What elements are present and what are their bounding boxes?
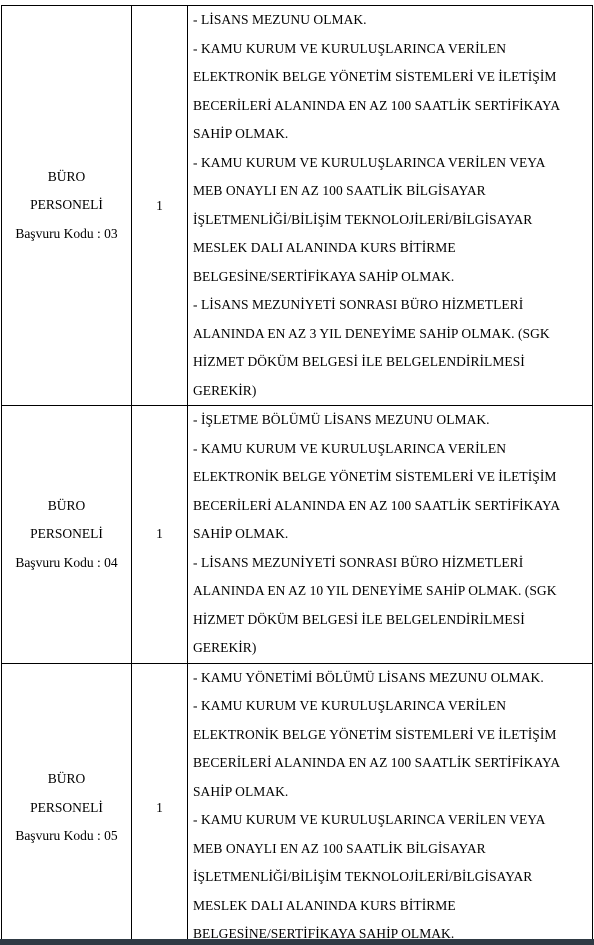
position-title-line2: PERSONELİ	[30, 799, 103, 815]
position-title-line1: BÜRO	[47, 168, 86, 184]
quantity-cell: 1	[132, 663, 188, 939]
table-row	[2, 406, 593, 664]
application-code: Başvuru Kodu : 03	[15, 225, 118, 241]
requirement-line: BELGESİNE/SERTİFİKAYA SAHİP OLMAK.	[193, 926, 455, 939]
requirement-line: - LİSANS MEZUNİYETİ SONRASI BÜRO HİZMETLERİ	[193, 297, 524, 312]
requirement-line: ALANINDA EN AZ 3 YIL DENEYİME SAHİP OLMAK. (SGK	[193, 325, 550, 341]
position-title-line1: BÜRO	[47, 497, 86, 513]
requirement-line: GEREKİR)	[193, 640, 257, 655]
position-cell	[2, 663, 132, 939]
position-title-line2: PERSONELİ	[30, 526, 103, 541]
requirement-line: ELEKTRONİK BELGE YÖNETİM SİSTEMLERİ VE İLETİŞİM	[193, 469, 557, 484]
requirement-line: - KAMU KURUM VE KURULUŞLARINCA VERİLEN	[193, 40, 507, 56]
requirement-line: İŞLETMENLİĞİ/BİLİŞİM TEKNOLOJİLERİ/BİLGİSAYAR	[193, 211, 533, 227]
requirement-line: MESLEK DALI ALANINDA KURS BİTİRME	[193, 897, 456, 913]
application-code: Başvuru Kodu : 04	[15, 554, 118, 570]
requirement-line: - LİSANS MEZUNU OLMAK.	[193, 12, 367, 27]
requirement-line: - KAMU YÖNETİMİ BÖLÜMÜ LİSANS MEZUNU OLMAK.	[193, 669, 544, 685]
requirement-line: HİZMET DÖKÜM BELGESİ İLE BELGELENDİRİLMESİ	[193, 611, 525, 627]
requirement-line: İŞLETMENLİĞİ/BİLİŞİM TEKNOLOJİLERİ/BİLGİSAYAR	[193, 869, 533, 884]
position-cell	[2, 406, 132, 664]
position-cell	[2, 6, 132, 406]
position-title-line1: BÜRO	[47, 771, 86, 787]
requirement-line: - KAMU KURUM VE KURULUŞLARINCA VERİLEN VEYA	[193, 812, 546, 827]
requirement-line: BELGESİNE/SERTİFİKAYA SAHİP OLMAK.	[193, 268, 455, 284]
requirement-line: ALANINDA EN AZ 10 YIL DENEYİME SAHİP OLMAK. (SGK	[193, 583, 557, 598]
requirement-line: BECERİLERİ ALANINDA EN AZ 100 SAATLİK SERTİFİKAYA	[193, 497, 561, 513]
requirement-line: BECERİLERİ ALANINDA EN AZ 100 SAATLİK SERTİFİKAYA	[193, 97, 561, 113]
quantity-cell: 1	[132, 6, 188, 406]
requirement-line: - KAMU KURUM VE KURULUŞLARINCA VERİLEN	[193, 440, 507, 456]
requirements-cell	[188, 663, 593, 939]
requirements-cell	[188, 6, 593, 406]
position-title-line2: PERSONELİ	[30, 197, 103, 213]
position-requirements-table	[1, 5, 593, 939]
requirement-line: BECERİLERİ ALANINDA EN AZ 100 SAATLİK SERTİFİKAYA	[193, 755, 561, 770]
requirements-cell	[188, 406, 593, 664]
requirement-line: - KAMU KURUM VE KURULUŞLARINCA VERİLEN VEYA	[193, 154, 546, 170]
requirement-line: - LİSANS MEZUNİYETİ SONRASI BÜRO HİZMETLERİ	[193, 554, 524, 570]
requirement-line: ELEKTRONİK BELGE YÖNETİM SİSTEMLERİ VE İLETİŞİM	[193, 69, 557, 84]
requirement-line: SAHİP OLMAK.	[193, 126, 289, 141]
requirement-line: SAHİP OLMAK.	[193, 783, 289, 799]
requirement-line: MESLEK DALI ALANINDA KURS BİTİRME	[193, 240, 456, 255]
requirement-line: MEB ONAYLI EN AZ 100 SAATLİK BİLGİSAYAR	[193, 840, 486, 856]
table-row	[2, 6, 593, 406]
requirement-line: SAHİP OLMAK.	[193, 526, 289, 541]
application-code: Başvuru Kodu : 05	[15, 828, 118, 844]
window-bottom-bar	[0, 939, 594, 945]
requirement-line: - KAMU KURUM VE KURULUŞLARINCA VERİLEN	[193, 698, 507, 713]
requirement-line: MEB ONAYLI EN AZ 100 SAATLİK BİLGİSAYAR	[193, 183, 486, 198]
requirement-line: ELEKTRONİK BELGE YÖNETİM SİSTEMLERİ VE İLETİŞİM	[193, 726, 557, 742]
requirement-line: HİZMET DÖKÜM BELGESİ İLE BELGELENDİRİLMESİ	[193, 354, 525, 369]
requirement-line: GEREKİR)	[193, 382, 257, 398]
quantity-cell: 1	[132, 406, 188, 664]
requirement-line: - İŞLETME BÖLÜMÜ LİSANS MEZUNU OLMAK.	[193, 412, 490, 427]
table-row	[2, 663, 593, 939]
